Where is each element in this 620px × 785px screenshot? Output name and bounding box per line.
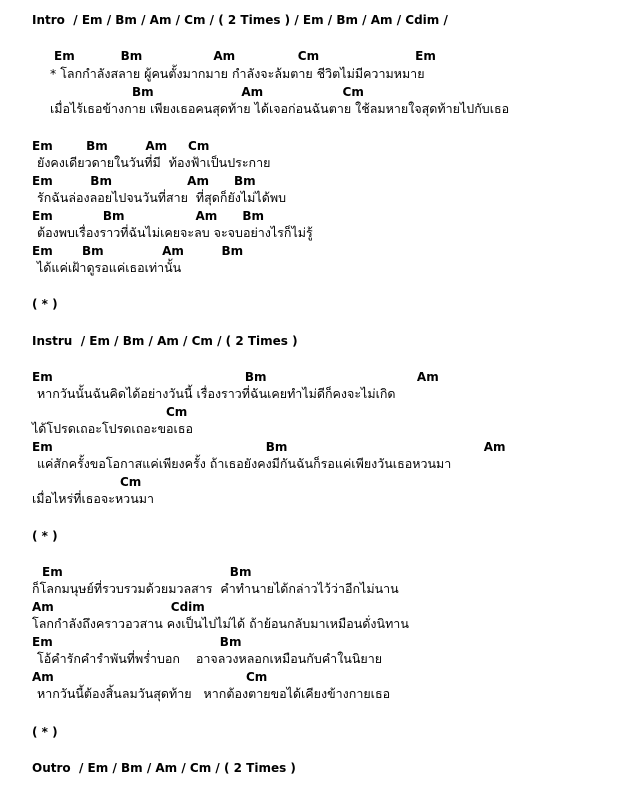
chorus-repeat-mark: ( * ) xyxy=(32,529,58,543)
verse2-chord-line-2: Cm xyxy=(166,405,188,419)
verse3-lyric-line-2: โลกกำลังถึงคราวอวสาน คงเป็นไปไม่ได้ ถ้าย้อนกลับมาเหมือนดั่งนิทาน xyxy=(32,616,409,631)
verse1-lyric-line-3: ต้องพบเรื่องราวที่ฉันไม่เคยจะลบ จะจบอย่างไรก็ไม่รู้ xyxy=(37,225,313,240)
chorus-chord-line-1: Em Bm Am Cm Em xyxy=(54,49,436,63)
verse1-chord-line-1: Em Bm Am Cm xyxy=(32,139,210,153)
verse3-lyric-line-3: โอ้คำรักคำรำพันที่พร่ำบอก อาจลวงหลอกเหมือนกับคำในนิยาย xyxy=(37,651,383,666)
instru-line: Instru / Em / Bm / Am / Cm / ( 2 Times ) xyxy=(32,334,298,348)
verse3-chord-line-2: Am Cdim xyxy=(32,600,205,614)
verse1-chord-line-2: Em Bm Am Bm xyxy=(32,174,256,188)
verse3-chord-line-3: Em Bm xyxy=(32,635,242,649)
verse2-chord-line-3: Em Bm Am xyxy=(32,440,506,454)
chorus-lyric-line-2: เมื่อไร้เธอข้างกาย เพียงเธอคนสุดท้าย ได้เจอก่อนฉันตาย ใช้ลมหายใจสุดท้ายไปกับเธอ xyxy=(50,101,510,116)
chorus-repeat-mark: ( * ) xyxy=(32,297,58,311)
verse2-chord-line-1: Em Bm Am xyxy=(32,370,439,384)
verse1-lyric-line-2: รักฉันล่องลอยไปจนวันที่สาย ที่สุดก็ยังไม่ได้พบ xyxy=(37,190,287,205)
verse2-lyric-line-1: หากวันนั้นฉันคิดได้อย่างวันนี้ เรื่องราวที่ฉันเคยทำไม่ดีก็คงจะไม่เกิด xyxy=(37,386,396,401)
verse1-lyric-line-4: ได้แค่เฝ้าดูรอแค่เธอเท่านั้น xyxy=(37,260,182,275)
verse3-lyric-line-1: ก็โลกมนุษย์ที่รวบรวมด้วยมวลสาร คำทำนายได้กล่าวไว้ว่าอีกไม่นาน xyxy=(32,581,399,596)
verse3-lyric-line-4: หากวันนี้ต้องสิ้นลมวันสุดท้าย หากต้องตายขอได้เคียงข้างกายเธอ xyxy=(37,686,391,701)
verse1-lyric-line-1: ยังคงเดียวดายในวันที่มี ท้องฟ้าเป็นประกาย xyxy=(37,155,271,170)
verse1-chord-line-4: Em Bm Am Bm xyxy=(32,244,244,258)
chorus-lyric-line-1: * โลกกำลังสลาย ผู้คนตั้งมากมาย กำลังจะล้มตาย ชีวิตไม่มีความหมาย xyxy=(50,66,425,81)
verse1-chord-line-3: Em Bm Am Bm xyxy=(32,209,265,223)
verse2-lyric-line-2: ได้โปรดเถอะโปรดเถอะขอเธอ xyxy=(32,421,193,436)
chorus-repeat-mark: ( * ) xyxy=(32,725,58,739)
verse2-chord-line-4: Cm xyxy=(120,475,142,489)
verse2-lyric-line-4: เมื่อไหร่ที่เธอจะหวนมา xyxy=(32,491,155,506)
chorus-chord-line-2: Bm Am Cm xyxy=(132,85,364,99)
verse3-chord-line-4: Am Cm xyxy=(32,670,268,684)
intro-line: Intro / Em / Bm / Am / Cm / ( 2 Times ) / Em / Bm / Am / Cdim / xyxy=(32,13,448,27)
verse2-lyric-line-3: แค่สักครั้งขอโอกาสแค่เพียงครั้ง ถ้าเธอยังคงมีกันฉันก็รอแค่เพียงวันเธอหวนมา xyxy=(37,456,452,471)
verse3-chord-line-1: Em Bm xyxy=(42,565,252,579)
outro-line: Outro / Em / Bm / Am / Cm / ( 2 Times ) xyxy=(32,761,296,775)
